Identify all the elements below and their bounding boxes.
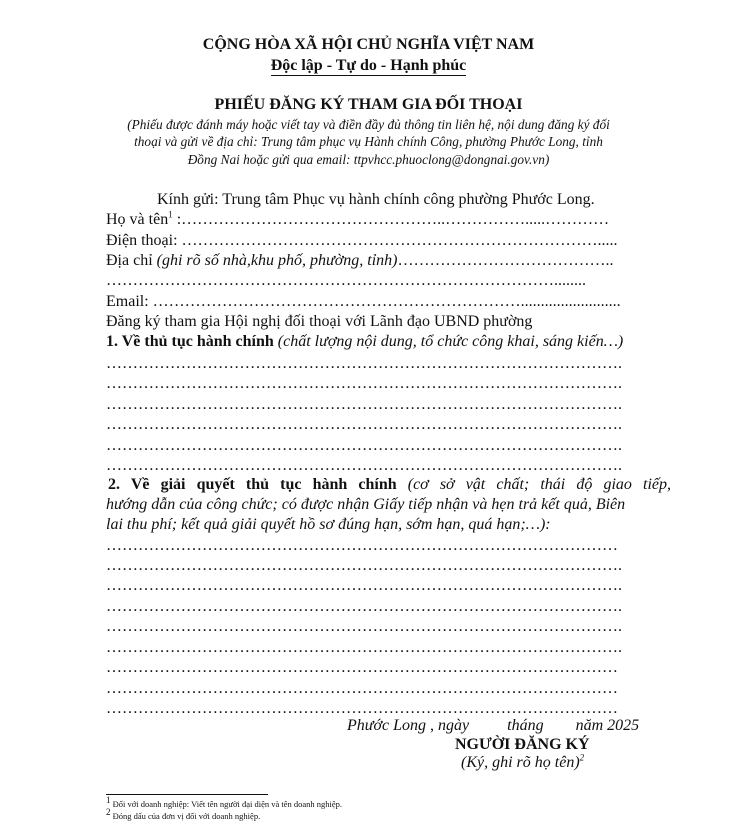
section2-hint-3-row [106,515,551,534]
signature-date [347,716,639,735]
name-field[interactable] [106,210,609,229]
address-dots: ………………………………….. [397,252,614,269]
form-title: PHIẾU ĐĂNG KÝ THAM GIA ĐỐI THOẠI [214,96,523,113]
signature-sep: , [426,717,439,734]
section2-heading [108,475,671,494]
section1-answer-line[interactable]: ……………………………………………………………………………………. [106,437,622,454]
form-subtitle-line3: Đồng Nai hoặc gửi qua email: ttpvhcc.phuoclong@dongnai.gov.vn) [187,152,550,167]
name-label: Họ và tên [106,211,169,228]
section2-hint-3: lai thu phí; kết quả giải quyết hồ sơ đúng hạn, sớm hạn, quá hạn;…): [106,516,551,533]
address-field[interactable] [106,251,613,270]
footnote-2-text: Đóng dấu của đơn vị đối với doanh nghiệp. [110,811,261,821]
motto [0,56,737,75]
address-label: Địa chỉ [106,252,157,269]
email-field[interactable]: Email: ……………………………………………………………......................... [106,293,621,310]
section2-answer-line[interactable]: …………………………………………………………………………………… [106,659,618,676]
signer-title: NGƯỜI ĐĂNG KÝ [455,736,590,753]
section2-answer-line[interactable]: ……………………………………………………………………………………. [106,618,622,635]
form-subtitle-line2: thoại và gửi về địa chỉ: Trung tâm phục vụ Hành chính Công, phường Phước Long, tỉnh [134,134,603,149]
section2-answer-line[interactable]: ……………………………………………………………………………………. [106,577,622,594]
section1-answer-line[interactable]: ……………………………………………………………………………………. [106,457,622,474]
section2-hint-1: (cơ sở vật chất; thái độ giao tiếp, [407,476,671,493]
section1-title: 1. Về thủ tục hành chính [106,333,274,350]
section2-title: 2. Về giải quyết thủ tục hành chính [108,476,397,493]
section1-answer-line[interactable]: ……………………………………………………………………………………. [106,355,622,372]
section2-answer-line[interactable]: …………………………………………………………………………………… [106,537,618,554]
section1-hint: (chất lượng nội dung, tổ chức công khai, sáng kiến…) [273,333,624,350]
signature-year-label: năm 2025 [575,717,640,734]
footnote-1 [106,795,343,809]
signature-month-label: tháng [507,717,544,734]
recipient-line: Kính gửi: Trung tâm Phục vụ hành chính công phường Phước Long. [157,191,595,208]
form-subtitle-line1: (Phiếu được đánh máy hoặc viết tay và điền đầy đủ thông tin liên hệ, nội dung đăng ký đối [127,117,610,132]
section1-answer-line[interactable]: ……………………………………………………………………………………. [106,375,622,392]
section2-answer-line[interactable]: …………………………………………………………………………………… [106,700,618,717]
footnote-2 [106,807,261,821]
section2-answer-line[interactable]: ……………………………………………………………………………………. [106,557,622,574]
section1-heading [106,332,623,351]
section2-answer-line[interactable]: …………………………………………………………………………………… [106,680,618,697]
footnote-1-text: Đối với doanh nghiệp: Viết tên người đại diện và tên doanh nghiệp. [110,799,343,809]
motto-text: Độc lập - Tự do - Hạnh phúc [270,57,467,74]
footnote-2-number: 2 [106,807,111,818]
section2-answer-line[interactable]: ……………………………………………………………………………………. [106,639,622,656]
signature-place: Phước Long [347,717,427,734]
signature-note [461,753,584,772]
section1-answer-line[interactable]: ……………………………………………………………………………………. [106,396,622,413]
footnote-ref-1: 1 [168,209,173,220]
footnote-1-number: 1 [106,795,111,806]
phone-field[interactable]: Điện thoại: ……………………………………………………………………..... [106,232,618,249]
signature-day-label: ngày [438,717,470,734]
signature-note-text: (Ký, ghi rõ họ tên) [461,754,580,771]
name-dots: :…………………………………………..…………….....………… [172,211,610,228]
section1-answer-line[interactable]: ……………………………………………………………………………………. [106,416,622,433]
address-line-2[interactable]: …………………………………………………………………………........ [106,272,586,289]
section2-hint-2: hướng dẫn của công chức; có được nhận Giấy tiếp nhận và hẹn trả kết quả, Biên [106,496,626,513]
address-hint: (ghi rõ số nhà,khu phố, phường, tỉnh) [156,252,398,269]
registration-statement: Đăng ký tham gia Hội nghị đối thoại với Lãnh đạo UBND phường [106,313,533,330]
footnote-ref-2: 2 [579,752,585,763]
country-name: CỘNG HÒA XÃ HỘI CHỦ NGHĨA VIỆT NAM [202,36,535,53]
footnote-separator [106,794,268,795]
section2-answer-line[interactable]: ……………………………………………………………………………………. [106,598,622,615]
